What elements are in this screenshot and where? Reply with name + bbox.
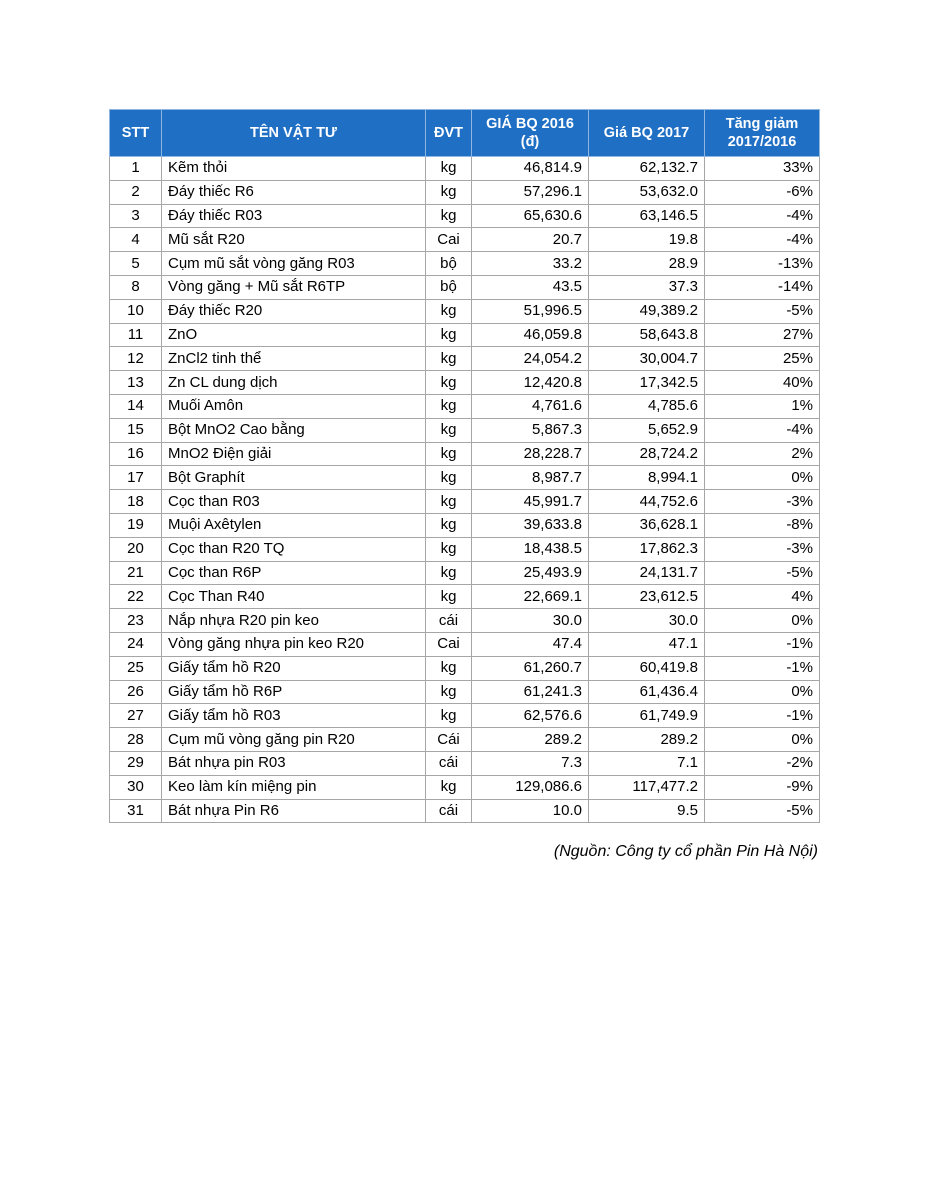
cell-stt: 27 [110,704,162,728]
cell-stt: 21 [110,561,162,585]
cell-material-name: Kẽm thỏi [162,157,426,181]
cell-unit: kg [426,204,472,228]
cell-price-2017: 9.5 [589,799,705,823]
cell-price-2017: 30,004.7 [589,347,705,371]
cell-material-name: Nắp nhựa R20 pin keo [162,609,426,633]
header-price-2016-line2: (đ) [520,134,540,150]
cell-unit: kg [426,466,472,490]
cell-stt: 1 [110,157,162,181]
cell-change: -1% [705,704,820,728]
cell-price-2016: 129,086.6 [472,775,589,799]
cell-price-2016: 61,260.7 [472,656,589,680]
cell-price-2016: 18,438.5 [472,537,589,561]
cell-price-2016: 46,814.9 [472,157,589,181]
cell-unit: kg [426,371,472,395]
cell-stt: 5 [110,252,162,276]
cell-stt: 12 [110,347,162,371]
cell-price-2017: 28,724.2 [589,442,705,466]
cell-price-2017: 47.1 [589,632,705,656]
cell-price-2017: 30.0 [589,609,705,633]
cell-stt: 3 [110,204,162,228]
cell-change: 25% [705,347,820,371]
table-row [110,799,820,823]
cell-unit: kg [426,418,472,442]
cell-price-2016: 43.5 [472,275,589,299]
cell-stt: 19 [110,513,162,537]
table-row [110,513,820,537]
source-note: (Nguồn: Công ty cổ phần Pin Hà Nội) [553,843,818,860]
cell-material-name: Bột Graphít [162,466,426,490]
cell-unit: kg [426,561,472,585]
header-stt: STT [110,110,162,157]
cell-material-name: Đáy thiếc R03 [162,204,426,228]
cell-price-2016: 5,867.3 [472,418,589,442]
cell-unit: Cai [426,228,472,252]
cell-price-2017: 61,436.4 [589,680,705,704]
header-change-line2: 2017/2016 [727,134,797,150]
cell-material-name: Cọc Than R40 [162,585,426,609]
cell-material-name: Giấy tẩm hồ R03 [162,704,426,728]
cell-change: -3% [705,490,820,514]
table-row [110,157,820,181]
cell-change: 40% [705,371,820,395]
material-price-table [109,109,820,823]
cell-material-name: Vòng găng + Mũ sắt R6TP [162,275,426,299]
cell-change: -14% [705,275,820,299]
cell-price-2017: 5,652.9 [589,418,705,442]
cell-unit: Cái [426,728,472,752]
cell-price-2017: 7.1 [589,751,705,775]
cell-material-name: Giấy tẩm hồ R6P [162,680,426,704]
cell-price-2016: 22,669.1 [472,585,589,609]
cell-change: -8% [705,513,820,537]
cell-price-2016: 10.0 [472,799,589,823]
table-row [110,632,820,656]
cell-unit: kg [426,323,472,347]
cell-material-name: Muội Axêtylen [162,513,426,537]
table-row [110,204,820,228]
table-row [110,275,820,299]
cell-stt: 28 [110,728,162,752]
cell-stt: 8 [110,275,162,299]
cell-material-name: MnO2 Điện giải [162,442,426,466]
cell-price-2016: 7.3 [472,751,589,775]
table-row [110,180,820,204]
cell-unit: kg [426,704,472,728]
cell-price-2017: 23,612.5 [589,585,705,609]
cell-change: -6% [705,180,820,204]
cell-change: -2% [705,751,820,775]
cell-unit: kg [426,299,472,323]
cell-change: 0% [705,609,820,633]
cell-material-name: Đáy thiếc R6 [162,180,426,204]
cell-material-name: Muối Amôn [162,394,426,418]
cell-price-2017: 24,131.7 [589,561,705,585]
header-price-2016-line1: GIÁ BQ 2016 [486,116,574,132]
cell-material-name: Cọc than R6P [162,561,426,585]
cell-change: 2% [705,442,820,466]
table-row [110,371,820,395]
cell-change: 33% [705,157,820,181]
cell-change: -5% [705,299,820,323]
table-row [110,299,820,323]
cell-material-name: ZnCl2 tinh thể [162,347,426,371]
cell-change: -13% [705,252,820,276]
cell-material-name: Bột MnO2 Cao bằng [162,418,426,442]
cell-price-2017: 58,643.8 [589,323,705,347]
cell-price-2017: 117,477.2 [589,775,705,799]
cell-price-2017: 62,132.7 [589,157,705,181]
table-row [110,252,820,276]
cell-price-2017: 17,862.3 [589,537,705,561]
header-change-line1: Tăng giảm [725,116,799,132]
cell-price-2016: 57,296.1 [472,180,589,204]
cell-unit: kg [426,442,472,466]
cell-change: -9% [705,775,820,799]
cell-stt: 24 [110,632,162,656]
cell-price-2016: 289.2 [472,728,589,752]
table-row [110,490,820,514]
cell-stt: 11 [110,323,162,347]
cell-price-2016: 24,054.2 [472,347,589,371]
table-row [110,466,820,490]
cell-material-name: Cụm mũ sắt vòng găng R03 [162,252,426,276]
header-material-name: TÊN VẬT TƯ [162,110,426,157]
cell-stt: 31 [110,799,162,823]
table-row [110,704,820,728]
cell-price-2016: 46,059.8 [472,323,589,347]
header-change [705,110,820,157]
cell-price-2017: 4,785.6 [589,394,705,418]
cell-price-2016: 25,493.9 [472,561,589,585]
cell-price-2016: 45,991.7 [472,490,589,514]
cell-stt: 23 [110,609,162,633]
table-row [110,418,820,442]
table-row [110,228,820,252]
cell-change: -1% [705,632,820,656]
header-row [110,110,820,157]
cell-stt: 29 [110,751,162,775]
cell-stt: 15 [110,418,162,442]
table-row [110,680,820,704]
cell-material-name: Vòng găng nhựa pin keo R20 [162,632,426,656]
cell-stt: 16 [110,442,162,466]
cell-material-name: Keo làm kín miệng pin [162,775,426,799]
cell-change: -4% [705,228,820,252]
table-row [110,585,820,609]
table-row [110,347,820,371]
cell-unit: cái [426,799,472,823]
cell-price-2016: 20.7 [472,228,589,252]
cell-price-2016: 51,996.5 [472,299,589,323]
cell-change: -3% [705,537,820,561]
cell-stt: 14 [110,394,162,418]
cell-stt: 22 [110,585,162,609]
cell-unit: kg [426,347,472,371]
table-row [110,751,820,775]
cell-material-name: Zn CL dung dịch [162,371,426,395]
cell-price-2016: 8,987.7 [472,466,589,490]
cell-price-2016: 61,241.3 [472,680,589,704]
cell-stt: 25 [110,656,162,680]
cell-price-2017: 61,749.9 [589,704,705,728]
cell-price-2016: 47.4 [472,632,589,656]
cell-unit: kg [426,680,472,704]
cell-change: 1% [705,394,820,418]
cell-material-name: Bát nhựa pin R03 [162,751,426,775]
table-row [110,561,820,585]
cell-change: 4% [705,585,820,609]
cell-price-2016: 62,576.6 [472,704,589,728]
cell-change: 27% [705,323,820,347]
cell-unit: bộ [426,252,472,276]
cell-price-2017: 44,752.6 [589,490,705,514]
cell-price-2016: 33.2 [472,252,589,276]
cell-price-2017: 17,342.5 [589,371,705,395]
cell-price-2017: 63,146.5 [589,204,705,228]
cell-unit: kg [426,775,472,799]
cell-change: -4% [705,204,820,228]
cell-price-2016: 39,633.8 [472,513,589,537]
cell-price-2017: 49,389.2 [589,299,705,323]
cell-price-2016: 28,228.7 [472,442,589,466]
cell-unit: cái [426,609,472,633]
cell-price-2016: 4,761.6 [472,394,589,418]
cell-unit: kg [426,180,472,204]
cell-stt: 30 [110,775,162,799]
cell-price-2017: 53,632.0 [589,180,705,204]
cell-material-name: Đáy thiếc R20 [162,299,426,323]
cell-unit: kg [426,157,472,181]
cell-stt: 18 [110,490,162,514]
cell-unit: kg [426,656,472,680]
table-row [110,775,820,799]
cell-stt: 13 [110,371,162,395]
cell-unit: kg [426,513,472,537]
cell-price-2016: 65,630.6 [472,204,589,228]
table-row [110,537,820,561]
cell-stt: 2 [110,180,162,204]
cell-stt: 10 [110,299,162,323]
cell-unit: kg [426,585,472,609]
table-row [110,656,820,680]
table-row [110,728,820,752]
table-row [110,609,820,633]
table-body [110,157,820,823]
cell-material-name: Cụm mũ vòng găng pin R20 [162,728,426,752]
table-row [110,323,820,347]
cell-change: -1% [705,656,820,680]
cell-price-2016: 12,420.8 [472,371,589,395]
cell-price-2017: 8,994.1 [589,466,705,490]
cell-unit: cái [426,751,472,775]
cell-stt: 4 [110,228,162,252]
cell-price-2017: 36,628.1 [589,513,705,537]
cell-change: -4% [705,418,820,442]
cell-price-2017: 60,419.8 [589,656,705,680]
cell-price-2016: 30.0 [472,609,589,633]
cell-change: 0% [705,728,820,752]
cell-stt: 17 [110,466,162,490]
header-unit: ĐVT [426,110,472,157]
cell-unit: kg [426,537,472,561]
cell-material-name: Giấy tẩm hồ R20 [162,656,426,680]
cell-stt: 20 [110,537,162,561]
cell-material-name: Mũ sắt R20 [162,228,426,252]
table-row [110,394,820,418]
cell-price-2017: 37.3 [589,275,705,299]
cell-price-2017: 289.2 [589,728,705,752]
cell-unit: kg [426,394,472,418]
header-price-2017: Giá BQ 2017 [589,110,705,157]
cell-material-name: Bát nhựa Pin R6 [162,799,426,823]
cell-material-name: Cọc than R20 TQ [162,537,426,561]
cell-unit: Cai [426,632,472,656]
header-price-2016 [472,110,589,157]
cell-material-name: ZnO [162,323,426,347]
cell-unit: bộ [426,275,472,299]
cell-change: 0% [705,466,820,490]
cell-material-name: Cọc than R03 [162,490,426,514]
cell-unit: kg [426,490,472,514]
table-row [110,442,820,466]
cell-stt: 26 [110,680,162,704]
table-header [110,110,820,157]
cell-change: 0% [705,680,820,704]
cell-price-2017: 28.9 [589,252,705,276]
cell-change: -5% [705,561,820,585]
cell-price-2017: 19.8 [589,228,705,252]
cell-change: -5% [705,799,820,823]
